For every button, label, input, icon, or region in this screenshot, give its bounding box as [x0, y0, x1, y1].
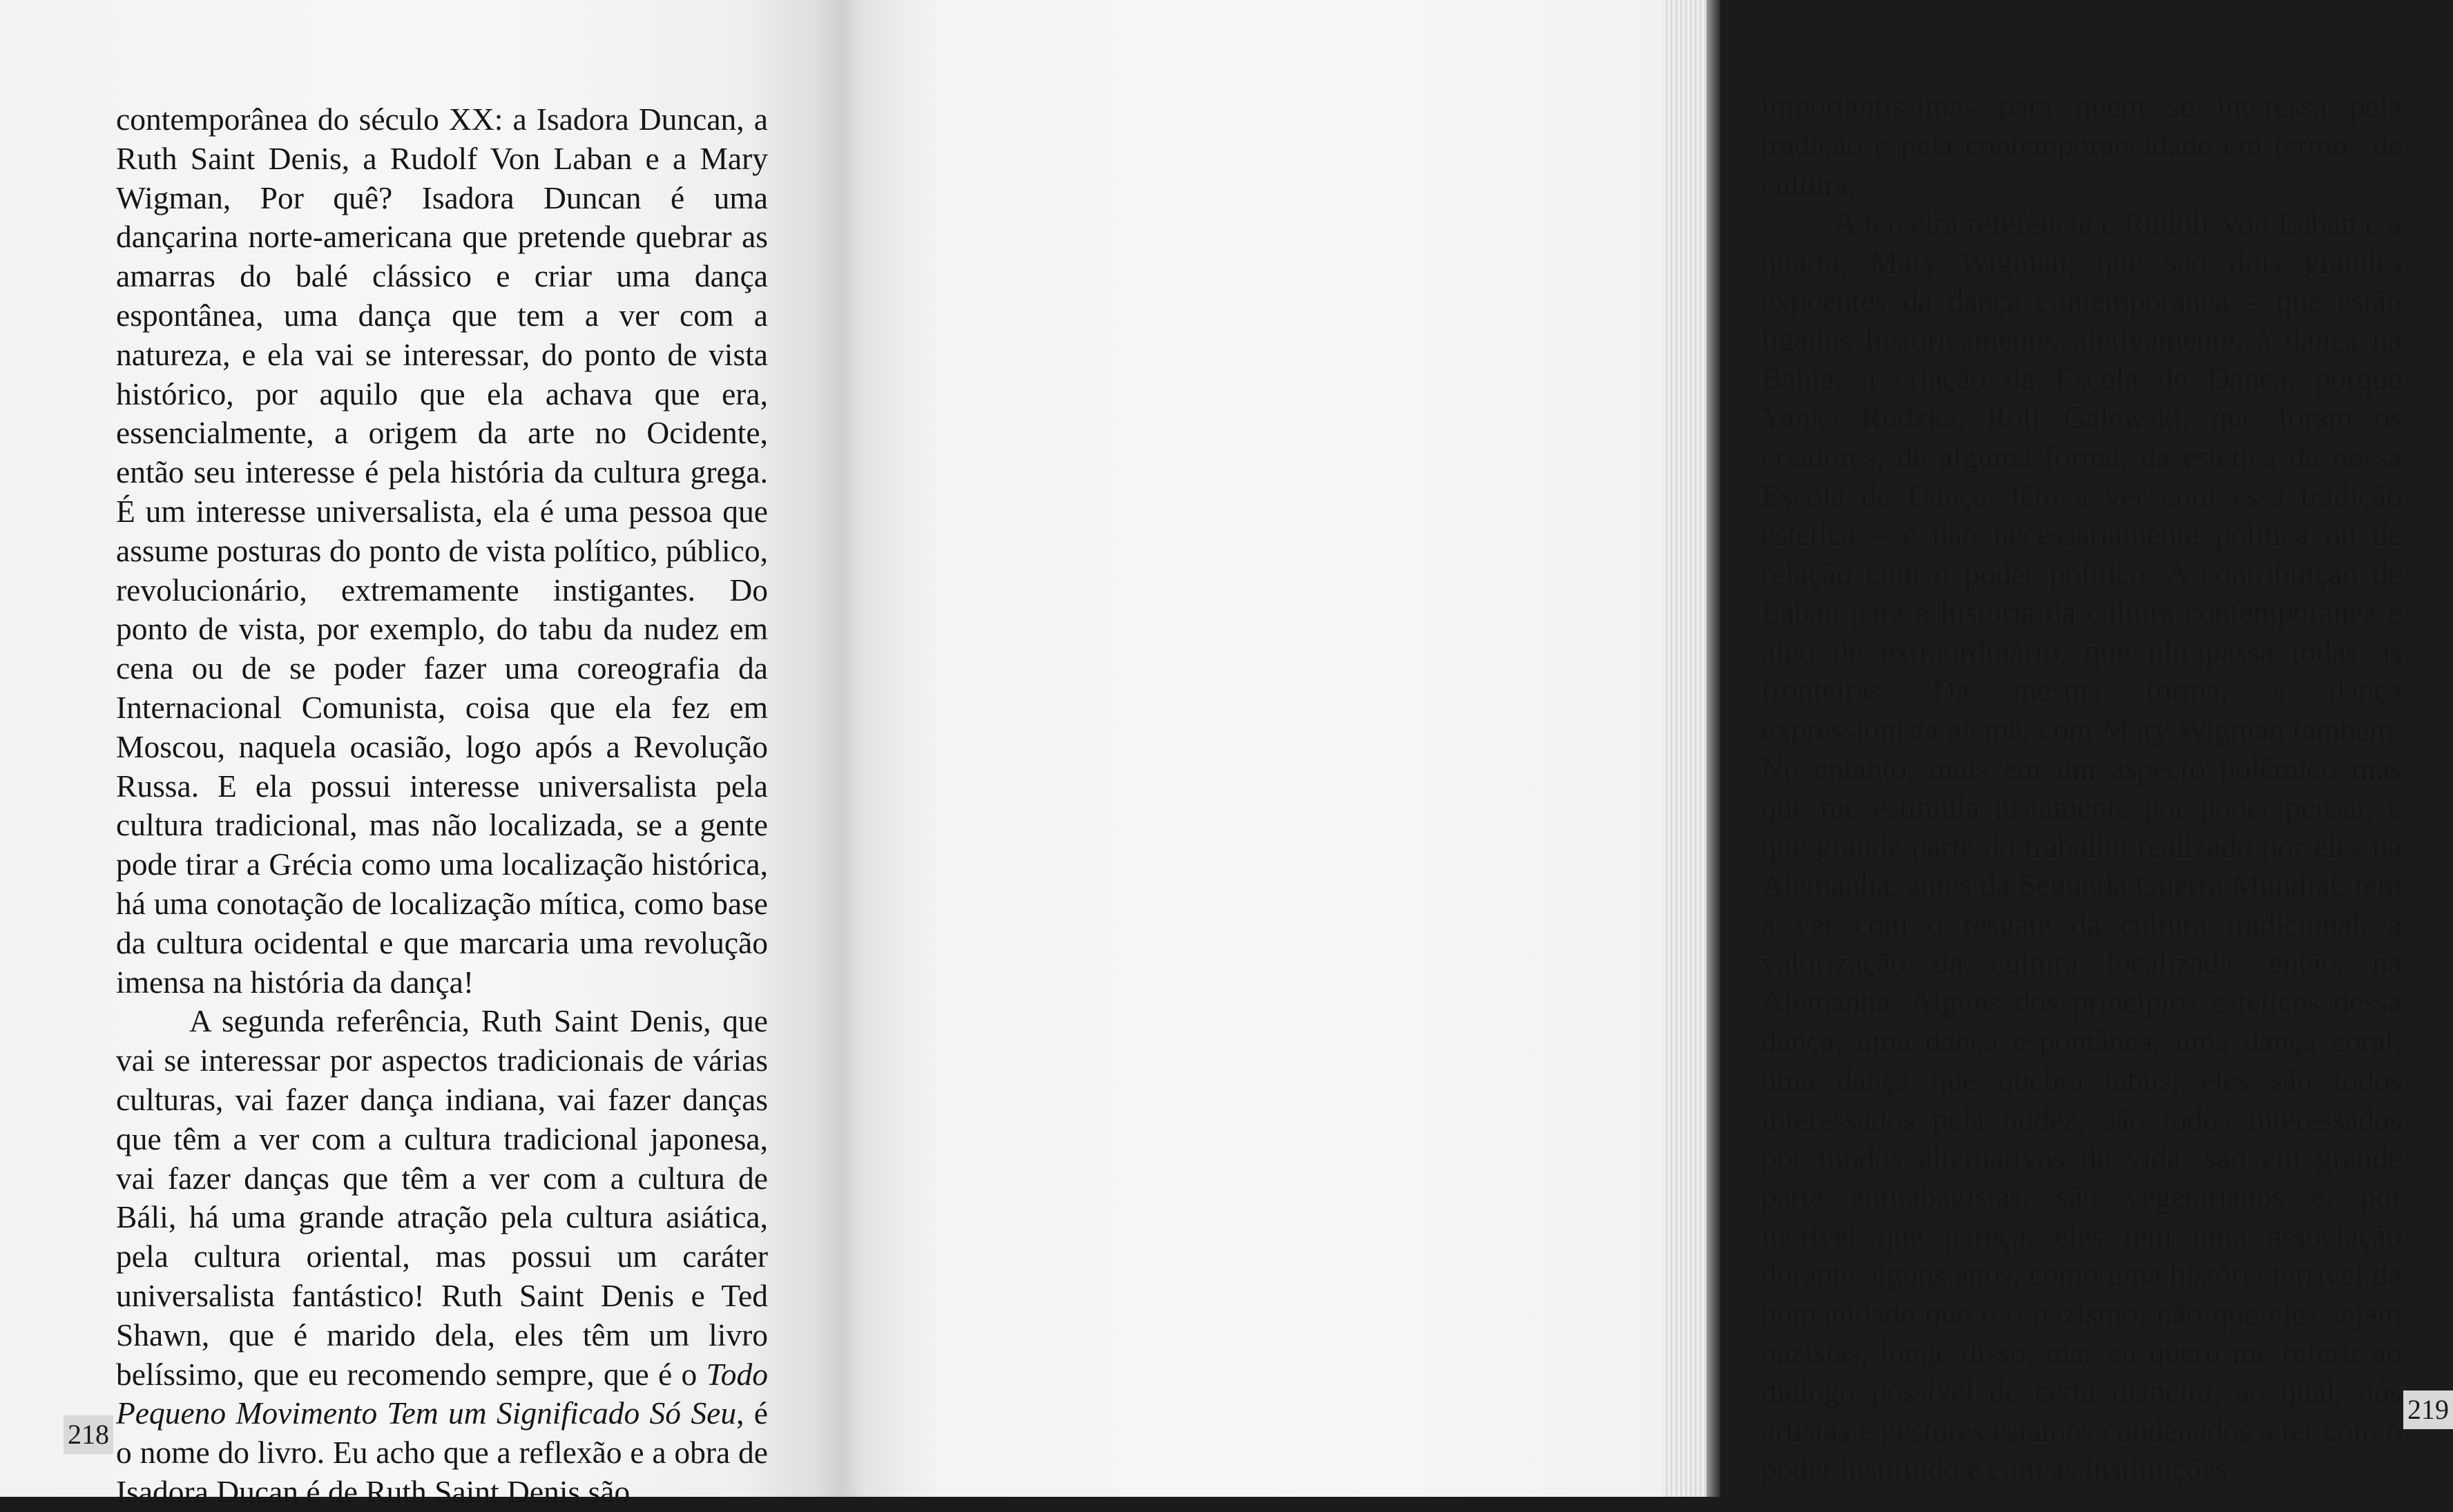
- paragraph: A terceira referência é Rudolf Von Laban e a quarta, Mary Wigman, que são dois grandes expoentes da dança contemporânea – que estão ligados historicamente, afetivamente, à dança na Bahia, à criação da Escola de Dança, porque Yanka Rudzka, Rolf Galewski, que foram os criadores, de alguma forma, da estética da nossa Escola de Dança, têm a ver com essa tradição estética – e não necessariamente política ou de relação com o poder político. A contribuição de Laban para a história da cultura contemporânea é algo de extraordinário, que ultrapassa todas as fronteiras. Da mesma forma, a dança expressionista alemã, com Mary Wigman também. No entanto, mais em um aspecto polêmico mas que me estimula justamente por poder pensar, é que grande parte do trabalho realizado por eles na Alemanha, antes da Segunda Guerra Mundial, tem a ver com o resgate da cultura tradicional, a valorização da cultura localizada, então, na Alemanha. Alguns dos princípios estéticos dessa dança, uma dança espontânea, uma dança coral, uma dança que quebra tabus, eles são todos interessados pela nudez, são todos interessados por modos alternativos de vida, são em grande parte antitabagistas, são vegetarianos e, por incrível que pareça, eles têm uma associação durante alguns anos, como uma história terrível da humanidade que é o nazismo, não que eles sejam nazistas, longe disso, mas eu quero me referir ao diálogo possível de certa maneira, ao qual, nós artistas e gestores estamos condenados a ter com o poder instituído e com as instituições.: [1761, 205, 2402, 1487]
- page-number: 219: [2403, 1390, 2453, 1429]
- left-page-text: [116, 100, 768, 1512]
- right-page: [841, 0, 2449, 1497]
- page-edges: [1663, 0, 1720, 1497]
- paragraph: importantíssimas para quem se interessa pela tradição e pela contemporaneidade em termos de cultura.: [1761, 88, 2402, 202]
- paragraph-text: , é o nome do livro. Eu acho que a reflexão e a obra de Isadora Ducan é de Ruth Saint Denis são: [116, 1395, 768, 1509]
- book-title: Todo Pequeno Movimento Tem um Significado Só Seu: [116, 1356, 768, 1431]
- paragraph: contemporânea do século XX: a Isadora Duncan, a Ruth Saint Denis, a Rudolf Von Laban e a Mary Wigman, Por quê? Isadora Duncan é uma dançarina norte-americana que pretende quebrar as amarras do balé clássico e criar uma dança espontânea, uma dança que tem a ver com a natureza, e ela vai se interessar, do ponto de vista histórico, por aquilo que ela achava que era, essencialmente, a origem da arte no Ocidente, então seu interesse é pela história da cultura grega. É um interesse universalista, ela é uma pessoa que assume posturas do ponto de vista político, público, revolucionário, extremamente instigantes. Do ponto de vista, por exemplo, do tabu da nudez em cena ou de se poder fazer uma coreografia da Internacional Comunista, coisa que ela fez em Moscou, naquela ocasião, logo após a Revolução Russa. E ela possui interesse universalista pela cultura tradicional, mas não localizada, se a gente pode tirar a Grécia como uma localização histórica, há uma conotação de localização mítica, como base da cultura ocidental e que marcaria uma revolução imensa na história da dança!: [116, 101, 768, 1000]
- book-edge-shadow: [1706, 0, 1720, 1497]
- right-page-text: [1761, 87, 2402, 1489]
- left-page: [0, 0, 841, 1509]
- paragraph-text: A segunda referência, Ruth Saint Denis, que vai se interessar por aspectos tradicionais de várias culturas, vai fazer dança indiana, vai fazer danças que têm a ver com a cultura tradicional japonesa, vai fazer danças que têm a ver com a cultura de Báli, há uma grande atração pela cultura asiática, pela cultura oriental, mas possui um caráter universalista fantástico! Ruth Saint Denis e Ted Shawn, que é marido dela, eles têm um livro belíssimo, que eu recomendo sempre, que é o: [116, 1003, 768, 1392]
- page-number: 218: [64, 1415, 113, 1454]
- paragraph: [116, 1002, 768, 1511]
